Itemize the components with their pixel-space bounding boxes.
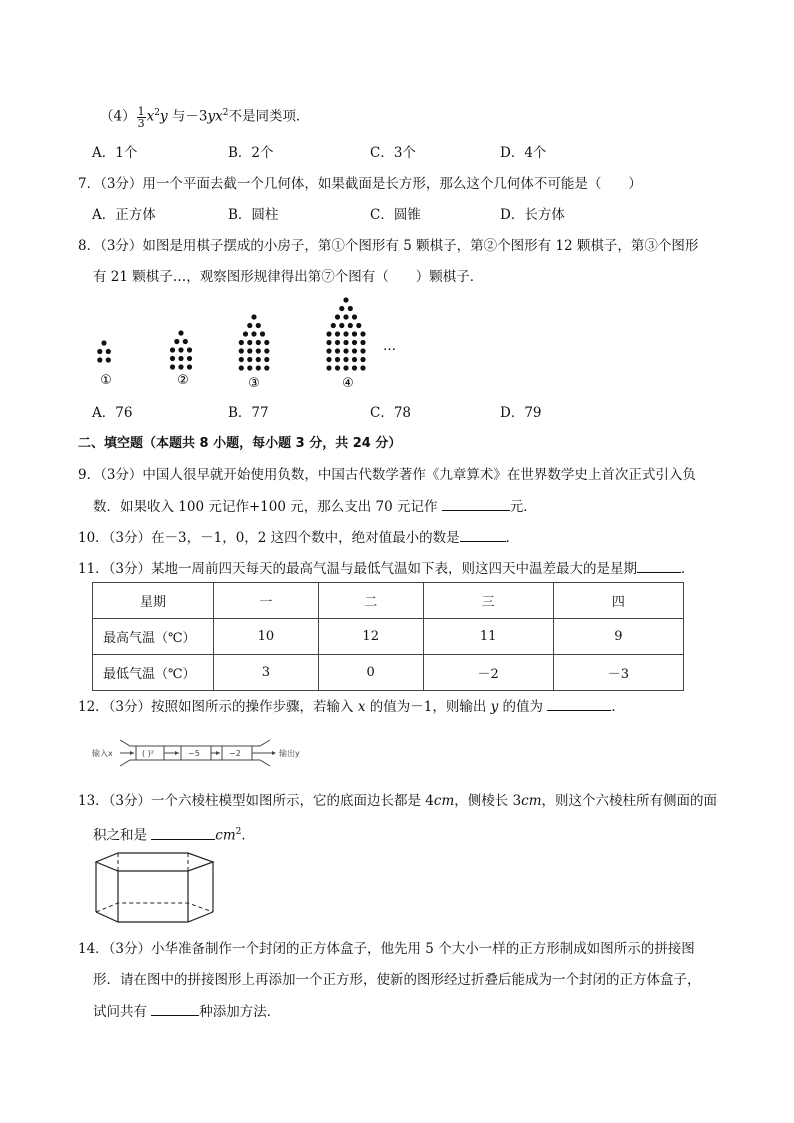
q13-text-line1: 13．（3分）一个六棱柱模型如图所示，它的底面边长都是 4cm，侧棱长 3cm，则这个六棱柱所有侧面的面 (78, 793, 718, 809)
q14-text-line1: 14．（3分）小华准备制作一个封闭的正方体盒子，他先用 5 个大小一样的正方形制成如图所示的拼接图 (78, 941, 695, 957)
chess-piece-dot (326, 357, 331, 362)
q6-statement-4: （4） $\frac{1}{3}$ $x^2y$ 与$-3yx^2$不是同类项． (100, 104, 310, 130)
chess-piece-dot (247, 365, 252, 370)
chess-piece-dot (356, 323, 361, 328)
q6-option-b[interactable]: B．2个 (228, 145, 274, 161)
q14-answer-blank[interactable] (151, 1002, 199, 1016)
fraction-one-third: $\frac{1}{3}$ (137, 104, 145, 130)
chess-piece-dot (170, 347, 175, 352)
chess-piece-dot (97, 349, 102, 354)
chess-piece-dot (343, 365, 348, 370)
chess-piece-dot (187, 364, 192, 369)
q9-answer-blank[interactable] (442, 497, 510, 511)
chess-piece-dot (106, 357, 111, 362)
flow-step-minus5: −5 (188, 749, 200, 758)
chess-piece-dot (247, 323, 252, 328)
q11-text: 11．（3分）某地一周前四天每天的最高气温与最低气温如下表，则这四天中温差最大的是星期 ． (78, 561, 695, 577)
table-header-cell: 二 (318, 583, 423, 619)
chess-piece-dot (256, 348, 261, 353)
chess-piece-dot (106, 349, 111, 354)
chess-piece-dot (178, 356, 183, 361)
flow-output-label: 输出y (279, 749, 300, 758)
q6-option-a[interactable]: A．1个 (92, 145, 138, 161)
chess-piece-dot (352, 348, 357, 353)
table-cell: 9 (553, 619, 683, 655)
figure-label-2: ② (177, 373, 189, 388)
q13-text-line2: 积之和是 $cm^2$． (93, 827, 255, 844)
chess-piece-dot (343, 314, 348, 319)
hexagonal-prism-figure (93, 850, 233, 930)
chess-piece-dot (174, 339, 179, 344)
chess-piece-dot (335, 357, 340, 362)
chess-piece-dot (326, 348, 331, 353)
chess-piece-dot (239, 357, 244, 362)
flow-input-label: 输入x (92, 749, 113, 758)
chess-piece-dot (170, 364, 175, 369)
table-cell: 11 (423, 619, 553, 655)
q8-text-line2: 有 21 颗棋子…，观察图形规律得出第⑦个图有（ ）颗棋子． (93, 269, 484, 285)
chess-piece-dot (247, 348, 252, 353)
chess-piece-dot (360, 365, 365, 370)
q10-text: 10．（3分）在－3，－1，0，2 这四个数中，绝对值最小的数是 ． (78, 530, 520, 546)
chess-piece-dot (348, 306, 353, 311)
chess-piece-dot (178, 364, 183, 369)
chess-piece-dot (187, 356, 192, 361)
chess-piece-dot (335, 348, 340, 353)
section2-title: 二、填空题（本题共 8 小题，每小题 3 分，共 24 分） (78, 436, 402, 451)
chess-piece-dot (326, 331, 331, 336)
chess-piece-dot (170, 356, 175, 361)
chess-piece-dot (352, 331, 357, 336)
chess-piece-dot (178, 347, 183, 352)
chess-piece-dot (251, 331, 256, 336)
chess-piece-dot (264, 357, 269, 362)
table-cell: －2 (423, 655, 553, 691)
chess-piece-dot (264, 340, 269, 345)
q8-option-a[interactable]: A．76 (92, 405, 133, 421)
chess-piece-dot (260, 331, 265, 336)
chess-piece-dot (264, 365, 269, 370)
chess-piece-dot (256, 323, 261, 328)
chess-piece-dot (97, 357, 102, 362)
chess-piece-dot (343, 331, 348, 336)
chess-piece-dot (256, 340, 261, 345)
q9-text-line2: 数．如果收入 100 元记作+100 元，那么支出 70 元记作 元． (93, 499, 537, 515)
chess-piece-dot (352, 365, 357, 370)
chess-piece-dot (352, 340, 357, 345)
table-row (93, 619, 684, 655)
q12-text: 12．（3分）按照如图所示的操作步骤，若输入 x 的值为－1，则输出 y 的值为 ． (78, 699, 625, 715)
operation-flowchart (92, 728, 322, 778)
q12-answer-blank[interactable] (547, 697, 611, 711)
table-cell: 0 (318, 655, 423, 691)
figure-label-4: ④ (342, 376, 354, 390)
table-row-label: 最低气温（℃） (93, 655, 214, 691)
chess-piece-dot (343, 340, 348, 345)
chess-piece-dot (343, 348, 348, 353)
chess-piece-dot (256, 365, 261, 370)
q14-text-line3: 试问共有 种添加方法． (93, 1004, 281, 1020)
chess-piece-dot (352, 314, 357, 319)
q7-option-d[interactable]: D．长方体 (500, 207, 565, 223)
chess-piece-dot (360, 348, 365, 353)
table-cell: 3 (214, 655, 319, 691)
q9-text-line1: 9．（3分）中国人很早就开始使用负数，中国古代数学著作《九章算术》在世界数学史上首次正式引入负 (78, 467, 696, 483)
q11-answer-blank[interactable] (637, 559, 681, 573)
chess-piece-dot (243, 331, 248, 336)
q8-text-line1: 8．（3分）如图是用棋子摆成的小房子，第①个图形有 5 颗棋子，第②个图形有 12 颗棋子，第③个图形 (78, 238, 699, 254)
figure-ellipsis: … (383, 339, 396, 354)
chess-piece-dot (360, 340, 365, 345)
chess-piece-dot (343, 297, 348, 302)
chess-piece-dot (178, 330, 183, 335)
table-cell: －3 (553, 655, 683, 691)
table-header-cell: 星期 (93, 583, 214, 619)
table-header-row (93, 583, 684, 619)
chess-piece-dot (335, 365, 340, 370)
chess-piece-dot (339, 306, 344, 311)
q8-option-d[interactable]: D．79 (500, 405, 542, 421)
chess-piece-dot (264, 348, 269, 353)
chess-piece-dot (239, 365, 244, 370)
q7-option-b[interactable]: B．圆柱 (228, 207, 279, 223)
q6-option-d[interactable]: D．4个 (500, 145, 547, 161)
chess-piece-dot (247, 340, 252, 345)
chess-piece-dot (335, 340, 340, 345)
table-header-cell: 三 (423, 583, 553, 619)
chess-piece-dot (339, 323, 344, 328)
chess-house-figure (88, 290, 408, 390)
chess-piece-dot (343, 357, 348, 362)
flow-step-square: ( )² (142, 749, 154, 758)
q13-answer-blank[interactable] (151, 826, 215, 840)
chess-piece-dot (326, 340, 331, 345)
table-header-cell: 四 (553, 583, 683, 619)
q7-option-a[interactable]: A．正方体 (92, 207, 156, 223)
chess-piece-dot (187, 347, 192, 352)
table-cell: 10 (214, 619, 319, 655)
q7-text: 7．（3分）用一个平面去截一个几何体，如果截面是长方形，那么这个几何体不可能是（ ） (78, 176, 642, 192)
chess-piece-dot (360, 357, 365, 362)
chess-piece-dot (183, 339, 188, 344)
chess-piece-dot (326, 365, 331, 370)
table-row (93, 655, 684, 691)
q8-option-b[interactable]: B．77 (228, 405, 269, 421)
q10-answer-blank[interactable] (460, 528, 506, 542)
chess-piece-dot (101, 340, 106, 345)
figure-label-3: ③ (248, 376, 260, 390)
temperature-table (92, 582, 684, 691)
chess-piece-dot (239, 348, 244, 353)
chess-piece-dot (256, 357, 261, 362)
chess-piece-dot (335, 314, 340, 319)
figure-label-1: ① (100, 373, 112, 388)
chess-piece-dot (331, 323, 336, 328)
chess-piece-dot (251, 314, 256, 319)
table-header-cell: 一 (214, 583, 319, 619)
table-row-label: 最高气温（℃） (93, 619, 214, 655)
chess-piece-dot (247, 357, 252, 362)
table-cell: 12 (318, 619, 423, 655)
chess-piece-dot (239, 340, 244, 345)
chess-piece-dot (352, 357, 357, 362)
chess-piece-dot (348, 323, 353, 328)
flow-step-minus2: −2 (229, 749, 241, 758)
q7-option-c[interactable]: C．圆锥 (370, 207, 421, 223)
chess-piece-dot (335, 331, 340, 336)
q6-option-c[interactable]: C．3个 (370, 145, 416, 161)
chess-piece-dot (360, 331, 365, 336)
q14-text-line2: 形．请在图中的拼接图形上再添加一个正方形，使新的图形经过折叠后能成为一个封闭的正方体盒子， (93, 972, 701, 988)
statement-number: （4） (100, 108, 136, 125)
q8-option-c[interactable]: C．78 (370, 405, 412, 421)
